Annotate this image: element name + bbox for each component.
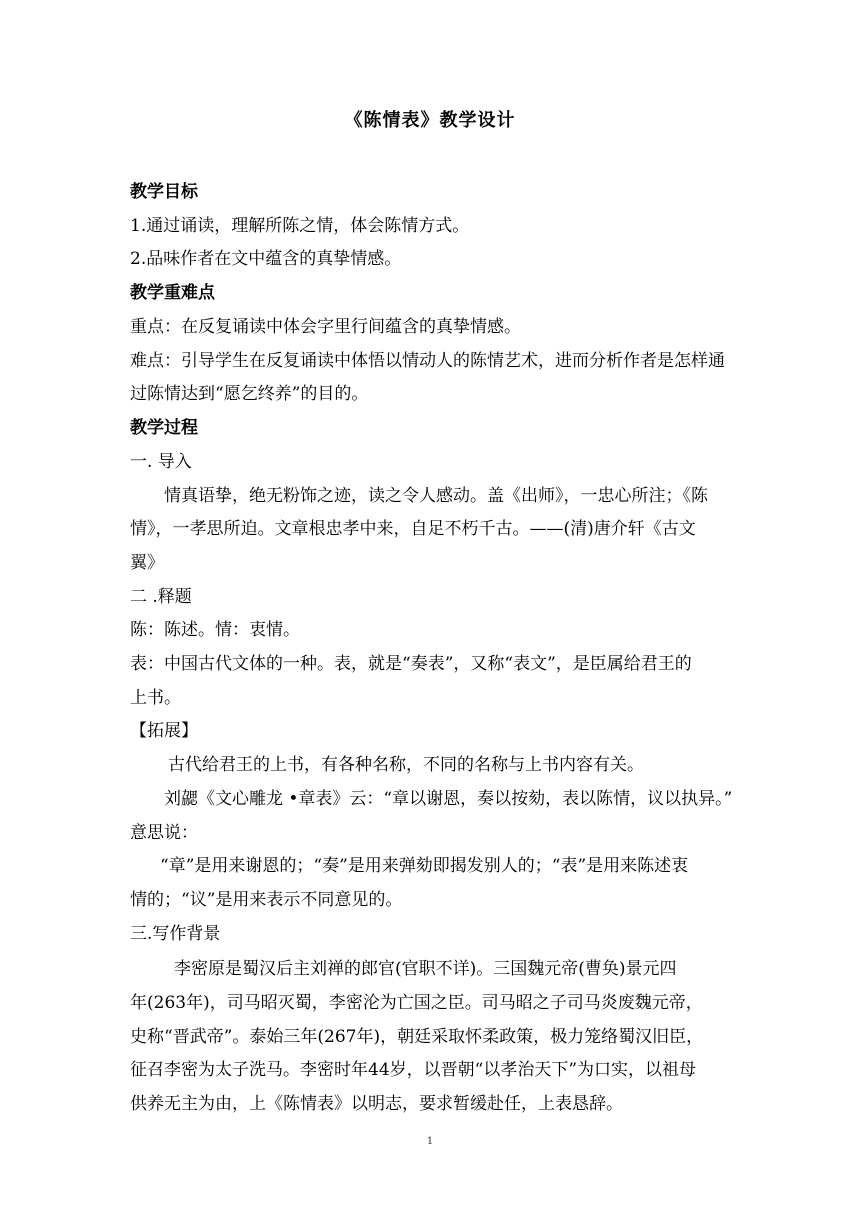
background-paragraph-line4: 征召李密为太子洗马。李密时年44岁，以晋朝“以孝治天下”为口实，以祖母 [130, 1060, 697, 1080]
background-paragraph-line1: 李密原是蜀汉后主刘禅的郎官(官职不详)。三国魏元帝(曹奂)景元四 [174, 959, 677, 979]
heading-teaching-process: 教学过程 [130, 418, 198, 438]
extension-quote-line2: 意思说： [130, 823, 198, 843]
background-paragraph-line2: 年(263年)，司马昭灭蜀，李密沦为亡国之臣。司马昭之子司马炎废魏元帝， [130, 993, 703, 1013]
key-point-text: 重点：在反复诵读中体会字里行间蕴含的真挚情感。 [130, 317, 521, 337]
goal-item-2: 2.品味作者在文中蕴含的真挚情感。 [130, 249, 402, 269]
explanation-biao-line2: 上书。 [130, 688, 181, 708]
extension-paragraph-1: 古代给君王的上书，有各种名称，不同的名称与上书内容有关。 [168, 755, 644, 775]
explanation-biao-line1: 表：中国古代文体的一种。表，就是“奏表”，又称“表文”，是臣属给君王的 [130, 654, 692, 674]
difficult-point-text-line1: 难点：引导学生在反复诵读中体悟以情动人的陈情艺术，进而分析作者是怎样通 [130, 351, 725, 371]
section-background-heading: 三.写作背景 [130, 924, 221, 944]
explanation-chen-qing: 陈：陈述。情：衷情。 [130, 620, 300, 640]
difficult-point-text-line2: 过陈情达到“愿乞终养”的目的。 [130, 384, 369, 404]
page-number: 1 [426, 1136, 434, 1147]
page-title: 《陈情表》教学设计 [344, 110, 516, 131]
intro-paragraph-line3: 翼》 [130, 553, 164, 573]
heading-teaching-goals: 教学目标 [130, 182, 198, 202]
section-title-explanation-heading: 二 .释题 [130, 587, 192, 607]
intro-paragraph-line1: 情真语挚，绝无粉饰之迹，读之令人感动。盖《出师》，一忠心所注；《陈 [164, 486, 708, 506]
extension-quote-line1: 刘勰《文心雕龙 •章表》云：“章以谢恩，奏以按劾，表以陈情，议以执异。” [164, 789, 733, 809]
extension-heading: 【拓展】 [130, 721, 198, 741]
goal-item-1: 1.通过诵读，理解所陈之情，体会陈情方式。 [130, 216, 470, 236]
background-paragraph-line5: 供养无主为由，上《陈情表》以明志，要求暂缓赴任，上表恳辞。 [130, 1094, 623, 1114]
extension-meaning-line2: 情的；“议”是用来表示不同意见的。 [130, 890, 403, 910]
background-paragraph-line3: 史称“晋武帝”。泰始三年(267年)，朝廷采取怀柔政策，极力笼络蜀汉旧臣， [130, 1027, 704, 1047]
intro-paragraph-line2: 情》，一孝思所迫。文章根忠孝中来，自足不朽千古。——(清)唐介轩《古文 [130, 519, 696, 539]
heading-key-difficult-points: 教学重难点 [130, 283, 215, 303]
extension-meaning-line1: “章”是用来谢恩的；“奏”是用来弹劾即揭发别人的；“表”是用来陈述衷 [160, 856, 689, 876]
section-intro-heading: 一. 导入 [130, 452, 192, 472]
